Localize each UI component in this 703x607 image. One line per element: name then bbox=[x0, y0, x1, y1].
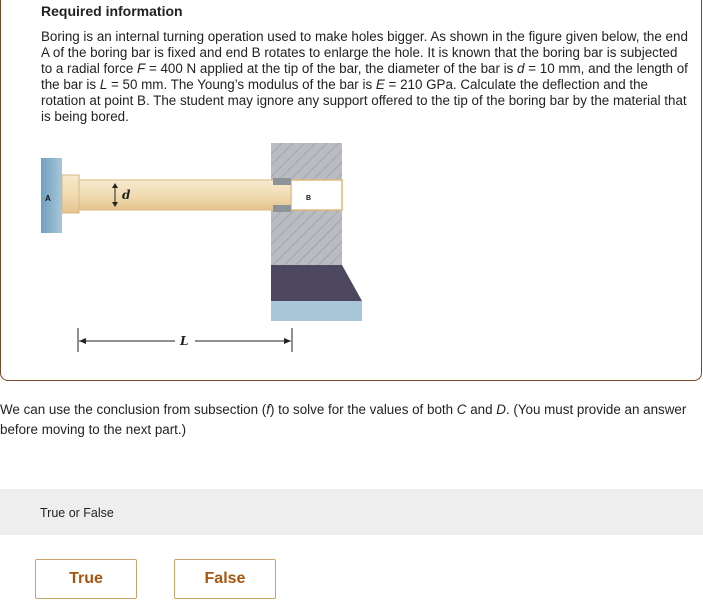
problem-segment: = 10 mm, and the length of the bar is bbox=[41, 61, 688, 92]
bar-flange bbox=[62, 175, 79, 213]
boring-bar bbox=[79, 180, 291, 210]
diameter-label: d bbox=[122, 188, 131, 202]
length-arrow-left bbox=[79, 338, 86, 344]
question-segment: and bbox=[466, 402, 497, 417]
required-information-heading: Required information bbox=[41, 3, 183, 19]
bore-hole bbox=[291, 180, 342, 210]
false-button[interactable]: False bbox=[174, 559, 276, 599]
question-segment: . (You must provide an answer before moving to the next part.) bbox=[0, 402, 687, 437]
problem-segment: F bbox=[137, 61, 146, 76]
problem-segment: d bbox=[517, 61, 525, 76]
cutting-tool-bottom bbox=[273, 205, 291, 212]
question-statement bbox=[0, 400, 703, 440]
length-label: L bbox=[180, 334, 189, 348]
point-b-label: B bbox=[306, 195, 312, 202]
machine-base bbox=[271, 265, 362, 301]
question-segment: We can use the conclusion from subsection ( bbox=[0, 402, 267, 417]
problem-segment: L bbox=[99, 77, 108, 92]
problem-segment: E bbox=[375, 77, 385, 92]
problem-segment: = 400 N applied at the tip of the bar, the diameter of the bar is bbox=[145, 61, 518, 76]
question-segment: ) to solve for the values of both bbox=[269, 402, 457, 417]
boring-bar-figure bbox=[37, 138, 367, 356]
answer-type-label: True or False bbox=[40, 506, 114, 520]
problem-segment: = 210 GPa. Calculate the deflection and the rotation at point B. The student may ignore any support offered to the tip of the boring bar by the material that is being bored. bbox=[41, 77, 687, 124]
answer-type-panel bbox=[0, 489, 703, 535]
cutting-tool-top bbox=[273, 178, 291, 185]
true-button[interactable]: True bbox=[35, 559, 137, 599]
question-segment: f bbox=[266, 402, 270, 417]
problem-segment: Boring is an internal turning operation used to make holes bigger. As shown in the figure given below, the end A of the boring bar is fixed and end B rotates to enlarge the hole. It is known that the boring bar is subjected to a radial force bbox=[41, 29, 688, 76]
length-arrow-right bbox=[284, 338, 291, 344]
problem-segment: = 50 mm. The Young’s modulus of the bar is bbox=[107, 77, 376, 92]
question-segment: D bbox=[496, 402, 506, 417]
base-plate bbox=[271, 301, 362, 321]
question-segment: C bbox=[456, 402, 467, 417]
problem-statement bbox=[41, 29, 691, 125]
point-a-label: A bbox=[45, 194, 51, 203]
